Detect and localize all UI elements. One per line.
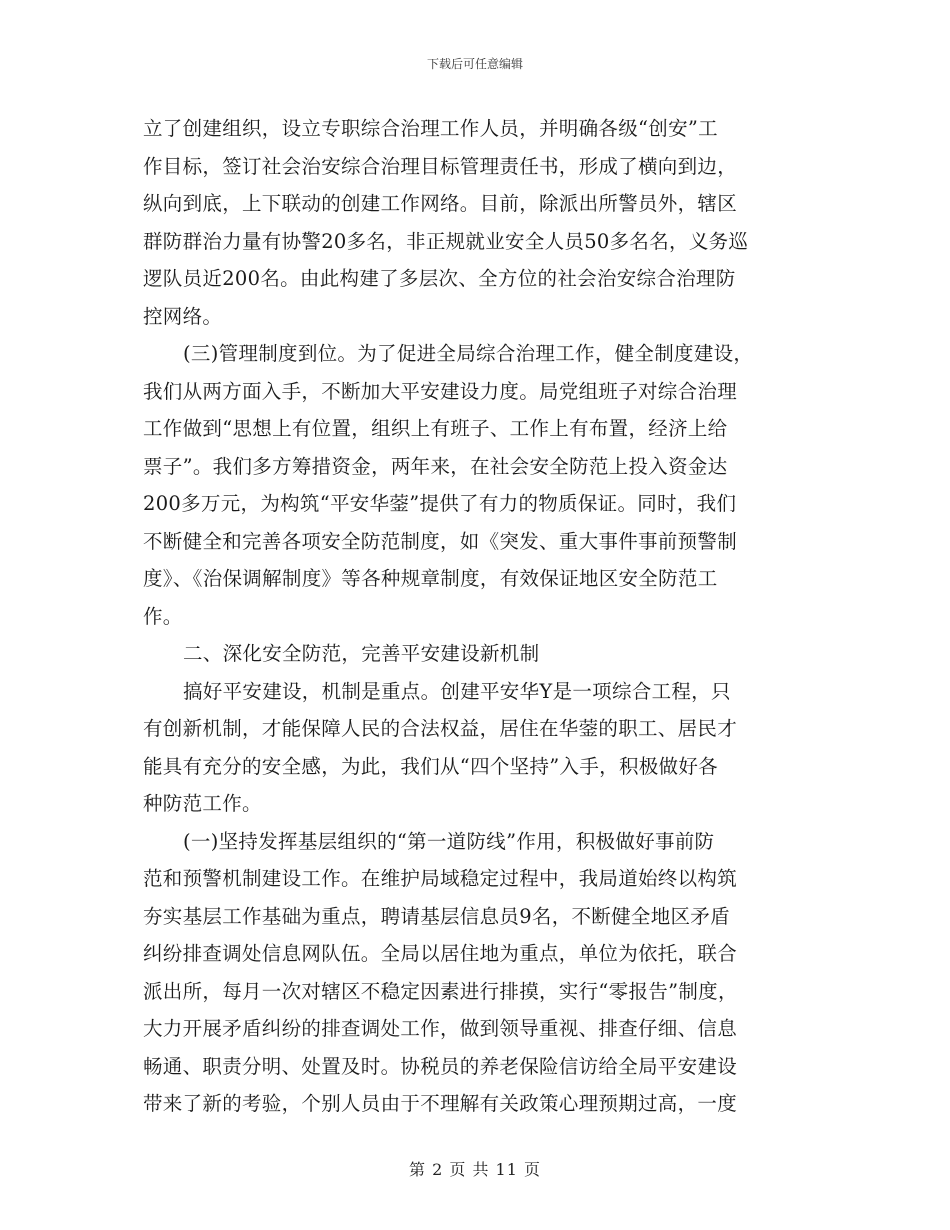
- text-line: 群防群治力量有协警20多名，非正规就业安全人员50多名名，义务巡: [143, 229, 749, 253]
- text-line: 带来了新的考验，个别人员由于不理解有关政策心理预期过高，一度: [143, 1092, 738, 1115]
- text-line: 度》、《治保调解制度》等各种规章制度，有效保证地区安全防范工: [143, 567, 718, 590]
- text-line: 种防范工作。: [143, 792, 262, 815]
- text-line: 畅通、职责分明、处置及时。协税员的养老保险信访给全局平安建设: [143, 1054, 738, 1078]
- text-line: 纠纷排查调处信息网队伍。全局以居住地为重点，单位为依托，联合: [143, 942, 738, 965]
- text-line: 我们从两方面入手，不断加大平安建设力度。局党组班子对综合治理: [143, 379, 738, 403]
- document-body: [143, 110, 808, 1123]
- text-line: 有创新机制，才能保障人民的合法权益，居住在华蓥的职工、居民才: [143, 717, 738, 740]
- text-line: 工作做到“思想上有位置，组织上有班子、工作上有布置，经济上给: [143, 417, 728, 440]
- text-line: 范和预警机制建设工作。在维护局域稳定过程中，我局道始终以构筑: [143, 867, 738, 890]
- text-line: 大力开展矛盾纠纷的排查调处工作，做到领导重视、排查仔细、信息: [143, 1017, 738, 1040]
- text-line: 逻队员近200名。由此构建了多层次、全方位的社会治安综合治理防: [143, 267, 736, 290]
- text-line: 纵向到底，上下联动的创建工作网络。目前，除派出所警员外，辖区: [143, 192, 738, 215]
- paragraph-start: 搞好平安建设，机制是重点。创建平安华Y是一项综合工程，只: [183, 679, 731, 703]
- text-line: 控网络。: [143, 304, 223, 328]
- text-line: 派出所，每月一次对辖区不稳定因素进行排摸，实行“零报告”制度，: [143, 979, 738, 1003]
- page-header: 下载后可任意编辑: [426, 57, 523, 71]
- text-line: 作。: [143, 604, 183, 628]
- text-line: 200多万元，为构筑“平安华蓥”提供了有力的物质保证。同时，我们: [143, 492, 737, 515]
- paragraph-start: (三)管理制度到位。为了促进全局综合治理工作，健全制度建设，: [183, 342, 754, 365]
- paragraph-start: (一)坚持发挥基层组织的“第一道防线”作用，积极做好事前防: [183, 829, 715, 853]
- text-line: 不断健全和完善各项安全防范制度，如《突发、重大事件事前预警制: [143, 529, 738, 553]
- text-line: 票子”。我们多方筹措资金，两年来，在社会安全防范上投入资金达: [143, 454, 728, 478]
- text-line: 能具有充分的安全感，为此，我们从“四个坚持”入手，积极做好各: [143, 754, 718, 778]
- text-line: 立了创建组织，设立专职综合治理工作人员，并明确各级“创安”工: [143, 117, 718, 140]
- page-number: 第 2 页 共 11 页: [409, 1160, 541, 1179]
- section-heading: 二、深化安全防范，完善平安建设新机制: [183, 642, 540, 665]
- text-line: 夯实基层工作基础为重点，聘请基层信息员9名，不断健全地区矛盾: [143, 904, 730, 928]
- text-line: 作目标，签订社会治安综合治理目标管理责任书，形成了横向到边，: [143, 154, 738, 178]
